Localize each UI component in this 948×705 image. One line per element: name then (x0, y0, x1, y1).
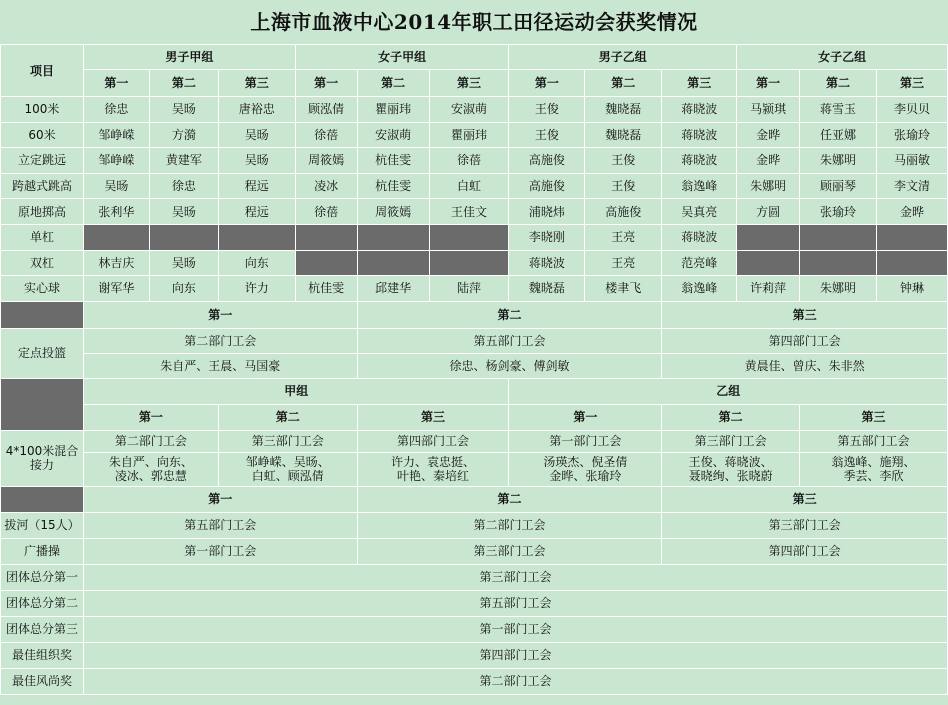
result-cell[interactable]: 向东 (218, 250, 295, 276)
result-cell[interactable]: 翁逸峰 (662, 173, 737, 199)
place-header[interactable]: 第二 (149, 70, 218, 97)
result-cell[interactable]: 吴旸 (149, 250, 218, 276)
empty-cell[interactable] (429, 224, 509, 250)
result-cell[interactable]: 任亚娜 (800, 122, 877, 148)
result-cell[interactable]: 邱建华 (357, 276, 429, 302)
table-row (1, 642, 948, 668)
unit-cell[interactable]: 第三部门工会 (218, 430, 357, 452)
result-cell[interactable]: 张瑜玲 (800, 199, 877, 225)
group-header[interactable]: 男子乙组 (509, 45, 737, 70)
result-cell[interactable]: 范亮峰 (662, 250, 737, 276)
event-name[interactable]: 单杠 (1, 224, 84, 250)
result-cell[interactable]: 朱娜明 (800, 148, 877, 174)
result-cell[interactable]: 马颍琪 (737, 97, 800, 123)
members-cell[interactable] (83, 452, 218, 486)
result-cell[interactable]: 蒋晓波 (662, 97, 737, 123)
table-row (1, 538, 948, 564)
empty-cell[interactable] (876, 250, 947, 276)
empty-cell[interactable] (429, 250, 509, 276)
result-cell[interactable]: 徐蓓 (295, 122, 357, 148)
unit-cell[interactable]: 第二部门工会 (357, 512, 662, 538)
table-row (1, 486, 948, 512)
result-cell[interactable]: 谢军华 (83, 276, 149, 302)
place-header[interactable]: 第二 (357, 486, 662, 512)
relay-label-line2: 接力 (29, 458, 54, 473)
relay-members-line1: 汤瑛杰、倪圣倩 (543, 455, 628, 470)
event-name[interactable]: 原地掷高 (1, 199, 84, 225)
place-header[interactable]: 第一 (737, 70, 800, 97)
table-row (1, 97, 948, 123)
table-row (1, 404, 948, 430)
result-cell[interactable]: 安淑萌 (429, 97, 509, 123)
item-header[interactable]: 项目 (1, 45, 84, 97)
group-header[interactable]: 乙组 (509, 378, 948, 404)
unit-cell[interactable]: 第三部门工会 (357, 538, 662, 564)
result-cell[interactable]: 凌冰 (295, 173, 357, 199)
table-row (1, 276, 948, 302)
event-name[interactable]: 100米 (1, 97, 84, 123)
event-name[interactable]: 立定跳远 (1, 148, 84, 174)
gray-block[interactable] (1, 378, 84, 430)
unit-cell[interactable]: 第一部门工会 (83, 538, 357, 564)
result-cell[interactable]: 杭佳雯 (357, 148, 429, 174)
event-name[interactable]: 拔河（15人） (1, 512, 84, 538)
group-header[interactable]: 男子甲组 (83, 45, 295, 70)
event-name[interactable]: 广播操 (1, 538, 84, 564)
empty-cell[interactable] (295, 224, 357, 250)
award-name[interactable]: 最佳组织奖 (1, 642, 84, 668)
result-cell[interactable]: 安淑萌 (357, 122, 429, 148)
result-cell[interactable]: 李贝贝 (876, 97, 947, 123)
result-cell[interactable]: 林吉庆 (83, 250, 149, 276)
place-header[interactable]: 第三 (876, 70, 947, 97)
result-cell[interactable]: 蒋晓波 (662, 148, 737, 174)
result-cell[interactable]: 方圆 (737, 199, 800, 225)
relay-members-line2: 凌冰、郭忠慧 (114, 469, 187, 484)
award-unit[interactable]: 第一部门工会 (83, 616, 947, 642)
table-row (1, 564, 948, 590)
unit-cell[interactable]: 第四部门工会 (662, 328, 948, 353)
result-cell[interactable]: 朱娜明 (737, 173, 800, 199)
result-cell[interactable]: 吴旸 (218, 148, 295, 174)
table-row (1, 512, 948, 538)
relay-members-line2: 白虹、顾泓倩 (251, 469, 324, 484)
place-header[interactable]: 第一 (83, 301, 357, 328)
result-cell[interactable]: 王俊 (509, 97, 585, 123)
result-cell[interactable]: 唐裕忠 (218, 97, 295, 123)
result-cell[interactable]: 白虹 (429, 173, 509, 199)
place-header[interactable]: 第三 (429, 70, 509, 97)
result-cell[interactable]: 杭佳雯 (295, 276, 357, 302)
members-cell[interactable] (218, 452, 357, 486)
table-row (1, 378, 948, 404)
table-row (1, 173, 948, 199)
empty-cell[interactable] (83, 224, 149, 250)
result-cell[interactable]: 李文清 (876, 173, 947, 199)
result-cell[interactable]: 金晔 (737, 122, 800, 148)
result-cell[interactable]: 陆萍 (429, 276, 509, 302)
result-cell[interactable]: 许力 (218, 276, 295, 302)
result-cell[interactable]: 程远 (218, 173, 295, 199)
result-cell[interactable]: 翁逸峰 (662, 276, 737, 302)
award-unit[interactable]: 第四部门工会 (83, 642, 947, 668)
result-cell[interactable]: 王俊 (509, 122, 585, 148)
result-cell[interactable]: 王俊 (585, 148, 662, 174)
place-header[interactable]: 第二 (357, 70, 429, 97)
empty-cell[interactable] (218, 224, 295, 250)
result-cell[interactable]: 吴旸 (83, 173, 149, 199)
table-row (1, 224, 948, 250)
empty-cell[interactable] (800, 250, 877, 276)
unit-cell[interactable]: 第四部门工会 (357, 430, 509, 452)
unit-cell[interactable]: 第五部门工会 (800, 430, 948, 452)
result-cell[interactable]: 向东 (149, 276, 218, 302)
table-row (1, 590, 948, 616)
result-cell[interactable]: 吴旸 (218, 122, 295, 148)
relay-members-line1: 邹峥嵘、吴旸、 (245, 455, 330, 470)
table-row (1, 250, 948, 276)
members-cell[interactable] (662, 452, 800, 486)
result-cell[interactable]: 金晔 (876, 199, 947, 225)
result-cell[interactable]: 金晔 (737, 148, 800, 174)
result-cell[interactable]: 蒋晓波 (509, 250, 585, 276)
unit-cell[interactable]: 第五部门工会 (83, 512, 357, 538)
event-name[interactable]: 定点投篮 (1, 328, 84, 378)
event-name[interactable] (1, 430, 84, 486)
empty-cell[interactable] (357, 250, 429, 276)
result-cell[interactable]: 程远 (218, 199, 295, 225)
place-header[interactable]: 第二 (357, 301, 662, 328)
unit-cell[interactable]: 第五部门工会 (357, 328, 662, 353)
result-cell[interactable]: 徐蓓 (295, 199, 357, 225)
members-cell[interactable] (357, 452, 509, 486)
result-cell[interactable]: 许莉萍 (737, 276, 800, 302)
result-cell[interactable]: 瞿丽玮 (429, 122, 509, 148)
relay-members-line1: 王俊、蒋晓波、 (688, 455, 773, 470)
group-header[interactable]: 甲组 (83, 378, 508, 404)
unit-cell[interactable]: 第三部门工会 (662, 430, 800, 452)
relay-members-line2: 金晔、张瑜玲 (549, 469, 622, 484)
empty-cell[interactable] (295, 250, 357, 276)
award-unit[interactable]: 第五部门工会 (83, 590, 947, 616)
result-cell[interactable]: 顾丽琴 (800, 173, 877, 199)
result-cell[interactable]: 高施俊 (509, 173, 585, 199)
result-cell[interactable]: 王佳文 (429, 199, 509, 225)
empty-cell[interactable] (149, 224, 218, 250)
event-name[interactable]: 双杠 (1, 250, 84, 276)
empty-cell[interactable] (737, 224, 800, 250)
result-cell[interactable]: 徐忠 (83, 97, 149, 123)
result-cell[interactable]: 蒋晓波 (662, 122, 737, 148)
result-cell[interactable]: 王亮 (585, 224, 662, 250)
table-row (1, 301, 948, 328)
empty-cell[interactable] (737, 250, 800, 276)
result-cell[interactable]: 高施俊 (585, 199, 662, 225)
award-name[interactable]: 团体总分第一 (1, 564, 84, 590)
members-cell[interactable]: 徐忠、杨剑豪、傅剑敏 (357, 353, 662, 378)
result-cell[interactable]: 吴旸 (149, 97, 218, 123)
result-cell[interactable]: 邹峥嵘 (83, 148, 149, 174)
result-cell[interactable]: 魏晓磊 (585, 97, 662, 123)
place-header[interactable]: 第一 (509, 404, 662, 430)
group-header[interactable]: 女子乙组 (737, 45, 948, 70)
table-row (1, 353, 948, 378)
result-cell[interactable]: 钟琳 (876, 276, 947, 302)
members-cell[interactable]: 朱自严、王晨、马国豪 (83, 353, 357, 378)
result-cell[interactable]: 蒋雪玉 (800, 97, 877, 123)
place-header[interactable]: 第二 (585, 70, 662, 97)
result-cell[interactable]: 蒋晓波 (662, 224, 737, 250)
result-cell[interactable]: 杭佳雯 (357, 173, 429, 199)
table-row (1, 199, 948, 225)
relay-members-line1: 许力、袁忠挺、 (391, 455, 476, 470)
relay-members-line1: 朱自严、向东、 (108, 455, 193, 470)
result-cell[interactable]: 浦晓炜 (509, 199, 585, 225)
table-row (1, 668, 948, 694)
result-cell[interactable]: 马丽敏 (876, 148, 947, 174)
result-cell[interactable]: 高施俊 (509, 148, 585, 174)
table-row (1, 70, 948, 97)
unit-cell[interactable]: 第二部门工会 (83, 430, 218, 452)
place-header[interactable]: 第三 (662, 70, 737, 97)
place-header[interactable]: 第一 (83, 486, 357, 512)
result-cell[interactable]: 徐忠 (149, 173, 218, 199)
place-header[interactable]: 第一 (83, 70, 149, 97)
sheet-title: 上海市血液中心2014年职工田径运动会获奖情况 (250, 10, 698, 34)
unit-cell[interactable]: 第三部门工会 (662, 512, 948, 538)
result-cell[interactable]: 李晓刚 (509, 224, 585, 250)
result-cell[interactable]: 徐蓓 (429, 148, 509, 174)
gray-block[interactable] (1, 301, 84, 328)
award-name[interactable]: 团体总分第三 (1, 616, 84, 642)
table-row (1, 452, 948, 486)
result-cell[interactable]: 周筱嫣 (295, 148, 357, 174)
relay-members-line2: 叶艳、秦培红 (397, 469, 470, 484)
result-cell[interactable]: 黄建军 (149, 148, 218, 174)
place-header[interactable]: 第一 (295, 70, 357, 97)
place-header[interactable]: 第一 (83, 404, 218, 430)
results-table (0, 44, 948, 695)
unit-cell[interactable]: 第二部门工会 (83, 328, 357, 353)
unit-cell[interactable]: 第一部门工会 (509, 430, 662, 452)
event-name[interactable]: 实心球 (1, 276, 84, 302)
group-header[interactable]: 女子甲组 (295, 45, 509, 70)
result-cell[interactable]: 王俊 (585, 173, 662, 199)
members-cell[interactable] (800, 452, 948, 486)
place-header[interactable]: 第二 (662, 404, 800, 430)
result-cell[interactable]: 瞿丽玮 (357, 97, 429, 123)
result-cell[interactable]: 方漪 (149, 122, 218, 148)
table-row (1, 616, 948, 642)
place-header[interactable]: 第三 (800, 404, 948, 430)
award-unit[interactable]: 第二部门工会 (83, 668, 947, 694)
place-header[interactable]: 第一 (509, 70, 585, 97)
place-header[interactable]: 第三 (662, 301, 948, 328)
gray-block[interactable] (1, 486, 84, 512)
result-cell[interactable]: 张利华 (83, 199, 149, 225)
event-name[interactable]: 跨越式跳高 (1, 173, 84, 199)
result-cell[interactable]: 魏晓磊 (509, 276, 585, 302)
empty-cell[interactable] (800, 224, 877, 250)
table-row (1, 122, 948, 148)
result-cell[interactable]: 吴真亮 (662, 199, 737, 225)
award-unit[interactable]: 第三部门工会 (83, 564, 947, 590)
result-cell[interactable]: 朱娜明 (800, 276, 877, 302)
result-cell[interactable]: 周筱嫣 (357, 199, 429, 225)
place-header[interactable]: 第二 (218, 404, 357, 430)
relay-members-line2: 聂晓绚、张晓蔚 (688, 469, 773, 484)
unit-cell[interactable]: 第四部门工会 (662, 538, 948, 564)
event-name[interactable]: 60米 (1, 122, 84, 148)
result-cell[interactable]: 王亮 (585, 250, 662, 276)
empty-cell[interactable] (357, 224, 429, 250)
result-cell[interactable]: 魏晓磊 (585, 122, 662, 148)
result-cell[interactable]: 顾泓倩 (295, 97, 357, 123)
table-row (1, 148, 948, 174)
result-cell[interactable]: 张瑜玲 (876, 122, 947, 148)
empty-cell[interactable] (876, 224, 947, 250)
relay-members-line1: 翁逸峰、施翔、 (831, 455, 916, 470)
members-cell[interactable]: 黄晨佳、曾庆、朱非然 (662, 353, 948, 378)
relay-members-line2: 季芸、李欣 (843, 469, 904, 484)
result-cell[interactable]: 吴旸 (149, 199, 218, 225)
table-row (1, 430, 948, 452)
award-name[interactable]: 团体总分第二 (1, 590, 84, 616)
award-name[interactable]: 最佳风尚奖 (1, 668, 84, 694)
result-cell[interactable]: 楼聿飞 (585, 276, 662, 302)
table-row (1, 328, 948, 353)
table-row (1, 45, 948, 70)
place-header[interactable]: 第三 (357, 404, 509, 430)
place-header[interactable]: 第三 (218, 70, 295, 97)
members-cell[interactable] (509, 452, 662, 486)
place-header[interactable]: 第三 (662, 486, 948, 512)
place-header[interactable]: 第二 (800, 70, 877, 97)
result-cell[interactable]: 邹峥嵘 (83, 122, 149, 148)
relay-label-line1: 4*100米混合 (5, 444, 79, 459)
